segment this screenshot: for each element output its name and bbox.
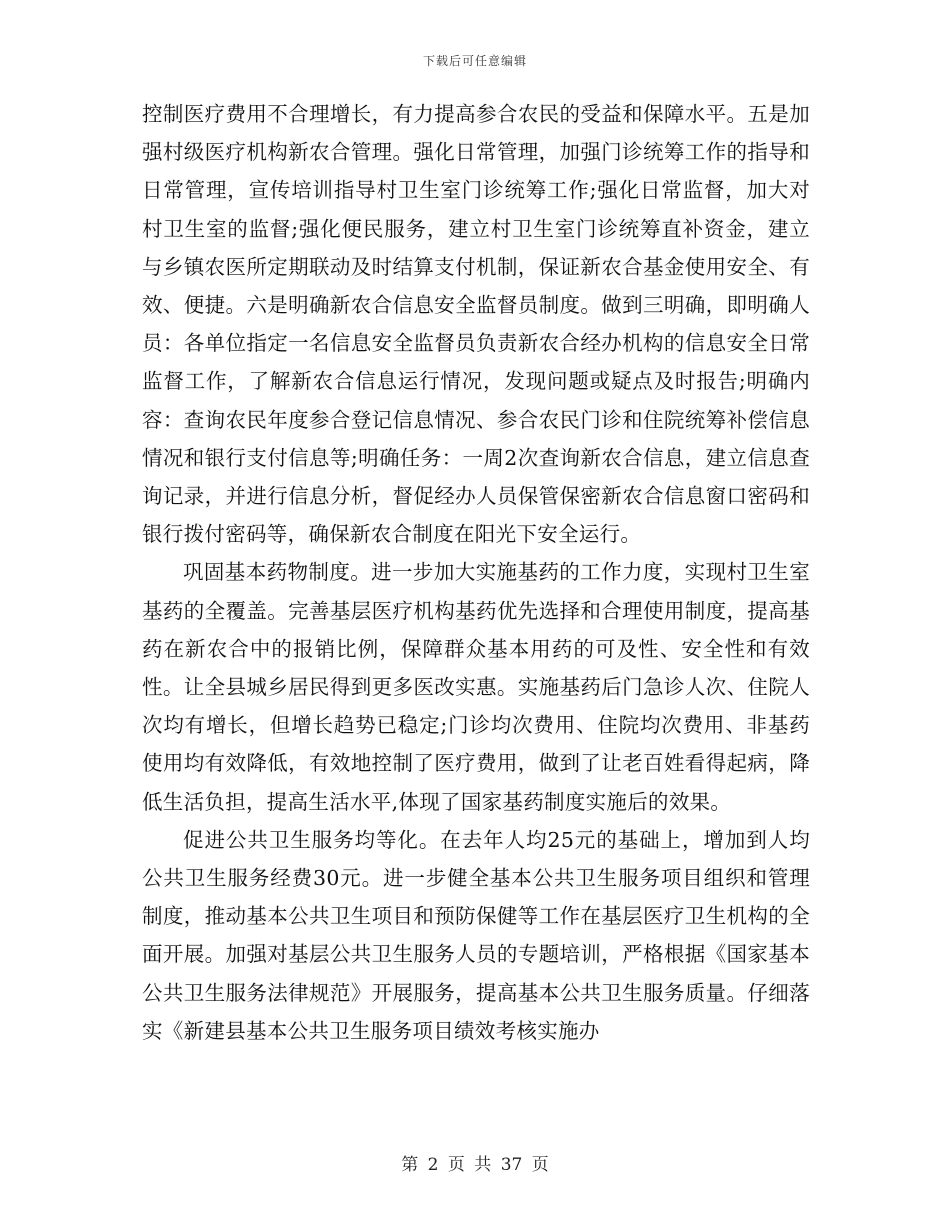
document-body xyxy=(142,95,810,1050)
paragraph-public-health: 促进公共卫生服务均等化。在去年人均25元的基础上，增加到人均公共卫生服务经费30元。进一步健全基本公共卫生服务项目组织和管理制度，推动基本公共卫生项目和预防保健等工作在基层医疗卫生机构的全面开展。加强对基层公共卫生服务人员的专题培训，严格根据《国家基本公共卫生服务法律规范》开展服务，提高基本公共卫生服务质量。仔细落实《新建县基本公共卫生服务项目绩效考核实施办 xyxy=(142,827,810,1043)
page-number: 第 2 页 共 37 页 xyxy=(401,1155,549,1175)
paragraph-continuation: 控制医疗费用不合理增长，有力提高参合农民的受益和保障水平。五是加强村级医疗机构新农合管理。强化日常管理，加强门诊统筹工作的指导和日常管理，宣传培训指导村卫生室门诊统筹工作;强化日常监督，加大对村卫生室的监督;强化便民服务，建立村卫生室门诊统筹直补资金，建立与乡镇农医所定期联动及时结算支付机制，保证新农合基金使用安全、有效、便捷。六是明确新农合信息安全监督员制度。做到三明确，即明确人员：各单位指定一名信息安全监督员负责新农合经办机构的信息安全日常监督工作，了解新农合信息运行情况，发现问题或疑点及时报告;明确内容：查询农民年度参合登记信息情况、参合农民门诊和住院统筹补偿信息情况和银行支付信息等;明确任务：一周2次查询新农合信息，建立信息查询记录，并进行信息分析，督促经办人员保管保密新农合信息窗口密码和银行拨付密码等，确保新农合制度在阳光下安全运行。 xyxy=(142,102,810,547)
page-header: 下载后可任意编辑 xyxy=(422,54,527,68)
paragraph-essential-drugs: 巩固基本药物制度。进一步加大实施基药的工作力度，实现村卫生室基药的全覆盖。完善基层医疗机构基药优先选择和合理使用制度，提高基药在新农合中的报销比例，保障群众基本用药的可及性、安全性和有效性。让全县城乡居民得到更多医改实惠。实施基药后门急诊人次、住院人次均有增长，但增长趋势已稳定;门诊均次费用、住院均次费用、非基药使用均有效降低，有效地控制了医疗费用，做到了让老百姓看得起病，降低生活负担，提高生活水平,体现了国家基药制度实施后的效果。 xyxy=(142,560,810,814)
